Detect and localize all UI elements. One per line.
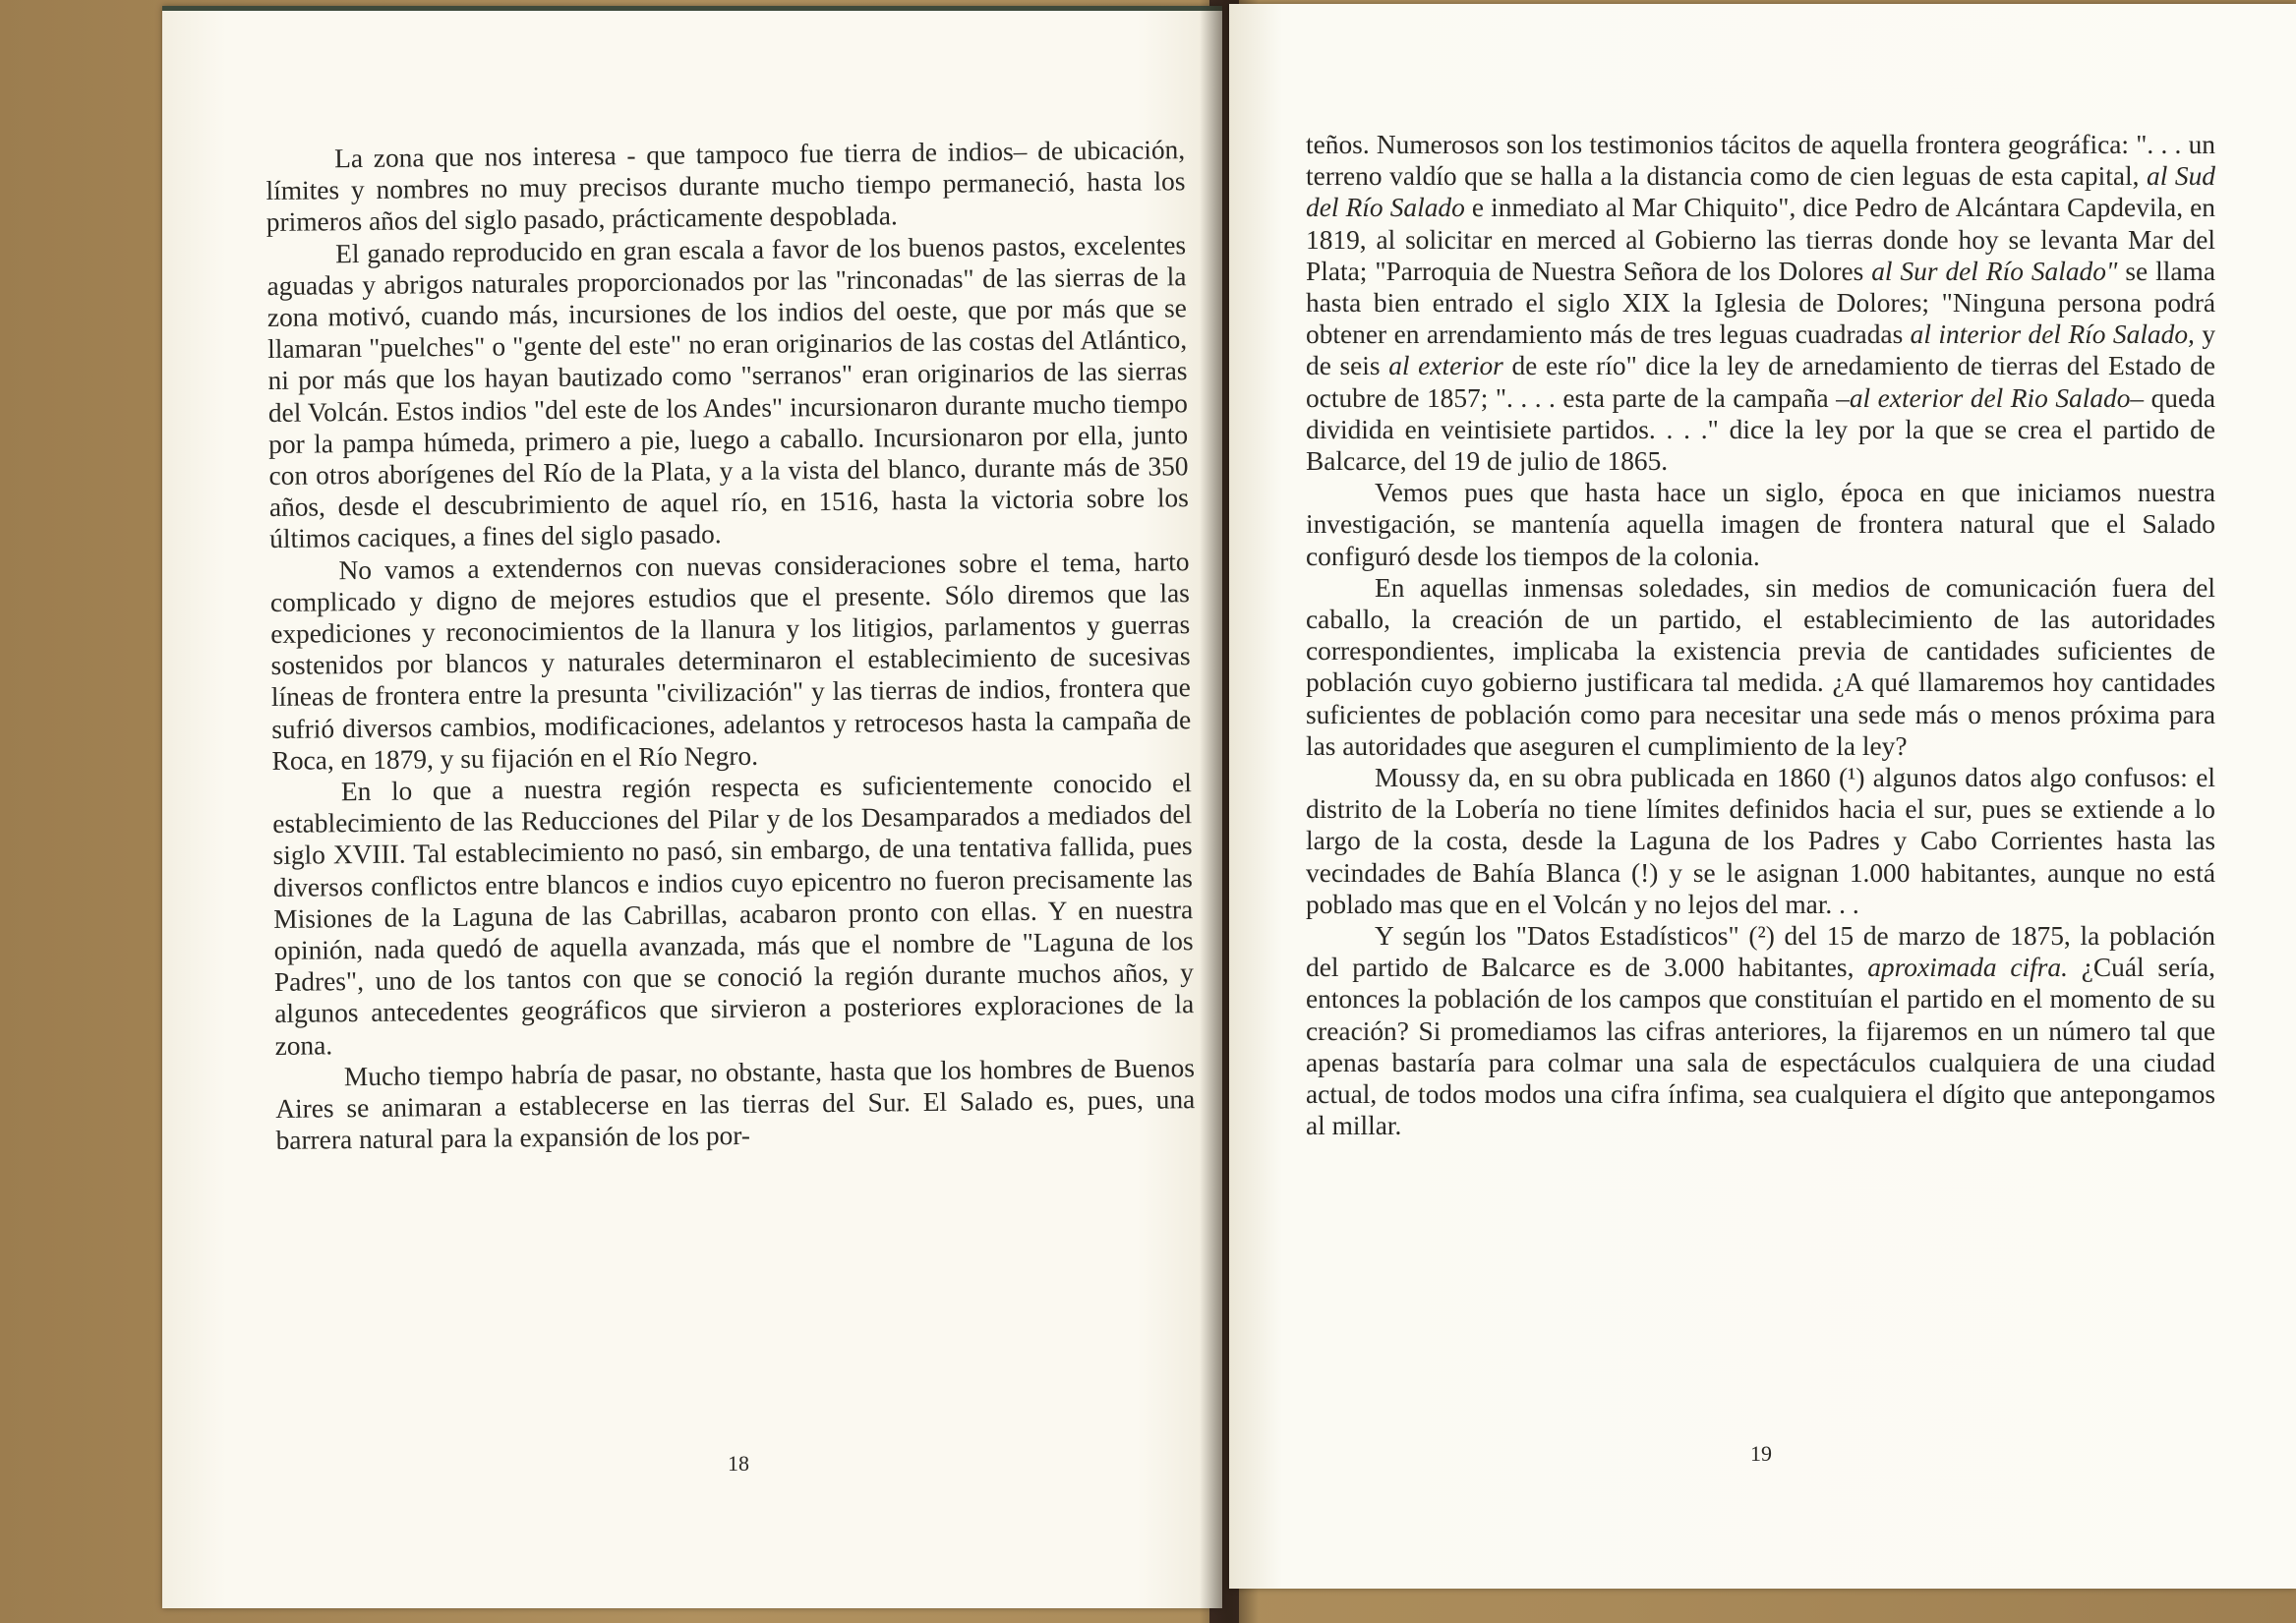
page-number: 18 xyxy=(728,1451,749,1476)
paragraph: Vemos pues que hasta hace un siglo, época en que iniciamos nuestra investigación, se mantenía aquella imagen de frontera natural que el Salado configuró desde los tiempos de la colonia. xyxy=(1306,478,2215,571)
text-run: queda dividida en veintisiete partidos. . . ." dice la ley por la que se crea el partido de Balcarce, del 19 de julio de 1865. xyxy=(1306,382,2216,477)
paragraph: En aquellas inmensas soledades, sin medios de comunicación fuera del caballo, la creación de un partido, el establecimiento de las autoridades correspondientes, implicaba la existencia previa de cantidades suficientes de población cuyo gobierno justificara tal medida. ¿A qué llamaremos hoy cantidades suficientes de población como para necesitar una sede más o menos próxima para las autoridades que aseguren el cumplimiento de la ley? xyxy=(1306,572,2215,761)
paragraph: En lo que a nuestra región respecta es suficientemente conocido el establecimiento de las Reducciones del Pilar y de los Desamparados a mediados del siglo XVIII. Tal establecimiento no pasó, sin embargo, de una tentativa fallida, pues diversos conflictos entre blancos e indios cuyo epicentro no fueron precisamente las Misiones de la Laguna de las Cabrillas, acabaron pronto con ellas. Y en nuestra opinión, nada quedó de aquella avanzada, más que el nombre de "Laguna de los Padres", uno de los tantos con que se conoció la región durante muchos años, y algunos antecedentes geográficos que sirvieron a posteriores exploraciones de la zona. xyxy=(272,768,1195,1061)
italic-run: al Sur del Río Salado" xyxy=(1871,256,2118,286)
paragraph: No vamos a extendernos con nuevas consideraciones sobre el tema, harto complicado y digno de mejores estudios que el presente. Sólo diremos que las expediciones y reconocimientos de la llanura y los litigios, parlamentos y guerras sostenidos por blancos y naturales determinaron el establecimiento de sucesivas líneas de frontera entre la presunta "civilización" y las tierras de indios, frontera que sufrió diversos cambios, modificaciones, adelantos y retrocesos hasta la campaña de Roca, en 1879, y su fijación en el Río Negro. xyxy=(269,546,1192,776)
right-page xyxy=(1229,4,2296,1589)
text-run: e inmediato al Mar Chiquito", dice Pedro de Alcántara Capdevila, en 1819, al solicitar en merced al Gobierno las tierras donde hoy se levanta Mar del Plata; "Parroquia de Nuestra Señora de los Dolores xyxy=(1306,193,2215,286)
text-run: Y según los "Datos Estadísticos" (²) del 15 de marzo de 1875, la población del partido de Balcarce es de 3.000 habitantes, xyxy=(1306,921,2215,983)
italic-run: al Sud del Río Salado xyxy=(1306,161,2215,223)
text-run: de este río" dice la ley de arnedamiento de tierras del Estado de octubre de 1857; ". . . . esta parte de la campaña xyxy=(1306,351,2216,413)
paragraph xyxy=(1306,920,2215,1141)
italic-run: –al exterior del Rio Salado– xyxy=(1836,382,2145,413)
italic-run: al interior del Río Salado, xyxy=(1910,319,2195,350)
right-page-text xyxy=(1306,129,2215,1142)
text-run: se llama hasta bien entrado el siglo XIX la Iglesia de Dolores; "Ninguna persona podrá obtener en arrendamiento más de tres leguas cuadradas xyxy=(1306,256,2215,350)
text-run: y de seis xyxy=(1306,319,2216,381)
left-page xyxy=(162,6,1222,1608)
paragraph: El ganado reproducido en gran escala a favor de los buenos pastos, excelentes aguadas y abrigos naturales proporcionados por las "rinconadas" de las sierras de la zona motivó, cuando más, incursiones de los indios del oeste, que por más que se llamaran "puelches" o "gente del este" no eran originarios de las costas del Atlántico, ni por más que los hayan bautizado como "serranos" eran originarios de las sierras del Volcán. Estos indios "del este de los Andes" incursionaron durante mucho tiempo por la pampa húmeda, primero a pie, luego a caballo. Incursionaron por ella, junto con otros aborígenes del Río de la Plata, y a la vista del blanco, durante más de 350 años, desde el descubrimiento de aquel río, en 1516, hasta la victoria sobre los últimos caciques, a fines del siglo pasado. xyxy=(266,229,1189,554)
paragraph xyxy=(1306,129,2215,477)
paragraph: Mucho tiempo habría de pasar, no obstante, hasta que los hombres de Buenos Aires se animaran a establecerse en las tierras del Sur. El Salado es, pues, una barrera natural para la expansión de los por- xyxy=(275,1053,1196,1156)
text-run: ¿Cuál sería, entonces la población de los campos que constituían el partido en el momento de su creación? Si promediamos las cifras anteriores, la fijaremos en un número tal que apenas bastaría para colmar una sala de espectáculos cualquiera de una ciudad actual, de todos modos una cifra ínfima, sea cualquiera el dígito que antepongamos al millar. xyxy=(1306,953,2215,1141)
paragraph: La zona que nos interesa - que tampoco fue tierra de indios– de ubicación, límites y nombres no muy precisos durante mucho tiempo permaneció, hasta los primeros años del siglo pasado, prácticamente despoblada. xyxy=(265,135,1186,238)
italic-run: aproximada cifra. xyxy=(1867,953,2068,983)
italic-run: al exterior xyxy=(1388,351,1503,381)
page-number: 19 xyxy=(1750,1441,1772,1466)
text-run: teños. Numerosos son los testimonios tácitos de aquella frontera geográfica: ". . . un terreno valdío que se halla a la distancia como de cien leguas de esta capital, xyxy=(1306,130,2215,192)
paragraph: Moussy da, en su obra publicada en 1860 (¹) algunos datos algo confusos: el distrito de la Lobería no tiene límites definidos hacia el sur, pues se extiende a lo largo de la costa, desde la Laguna de los Padres y Cabo Corrientes hasta las vecindades de Bahía Blanca (!) y se le asignan 1.000 habitantes, aunque no está poblado mas que en el Volcán y no lejos del mar. . . xyxy=(1306,763,2215,919)
left-page-text xyxy=(265,134,1196,1156)
